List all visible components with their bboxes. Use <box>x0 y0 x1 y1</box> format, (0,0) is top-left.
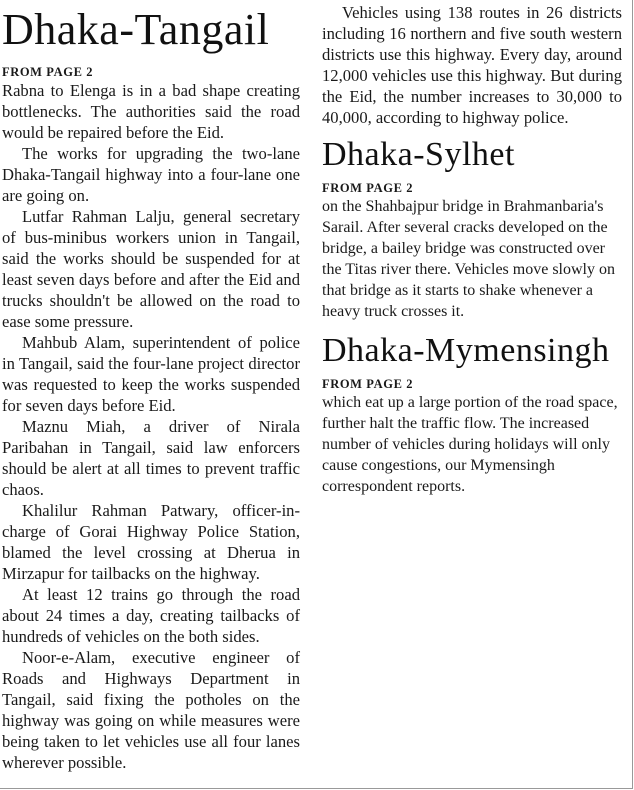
section-heading-dhaka-mymensingh: Dhaka-Mymensingh <box>322 332 610 369</box>
article-paragraph: The works for upgrading the two-lane Dhaka-Tangail highway into a four-lane one are going on. <box>2 144 300 205</box>
article-paragraph: Rabna to Elenga is in a bad shape creating bottlenecks. The authorities said the road would be repaired before the Eid. <box>2 81 300 142</box>
section-dhaka-mymensingh <box>322 332 622 497</box>
left-column <box>2 0 300 773</box>
article-paragraph-continued: Noor-e-Alam, executive engineer of Roads and Highways Department in Tangail, said fixing the potholes on the highway was going on while measures were being taken to let vehicles use all four lanes wherever possible. <box>2 648 300 772</box>
article-paragraph: Mahbub Alam, superintendent of police in Tangail, said the four-lane project director was requested to keep the works suspended for seven days before Eid. <box>2 333 300 415</box>
article-paragraph: Khalilur Rahman Patwary, officer-in-charge of Gorai Highway Police Station, blamed the level crossing at Dherua in Mirzapur for tailbacks on the highway. <box>2 501 300 583</box>
from-page-label: FROM PAGE 2 <box>322 181 414 195</box>
section-heading-dhaka-tangail: Dhaka-Tangail <box>2 5 270 54</box>
right-column <box>322 0 622 497</box>
section-dhaka-sylhet <box>322 136 622 322</box>
article-paragraph: on the Shahbajpur bridge in Brahmanbaria's Sarail. After several cracks developed on the bridge, a bailey bridge was constructed over the Titas river there. Vehicles move slowly on that bridge as it starts to shake whenever a heavy truck crosses it. <box>322 198 615 320</box>
article-paragraph: Lutfar Rahman Lalju, general secretary of bus-minibus workers union in Tangail, said the works should be suspended for at least seven days before and after the Eid and trucks shouldn't be allowed on the road to ease some pressure. <box>2 207 300 331</box>
article-paragraph: At least 12 trains go through the road about 24 times a day, creating tailbacks of hundreds of vehicles on the both sides. <box>2 585 300 646</box>
article-paragraph: Vehicles using 138 routes in 26 districts including 16 northern and five south western districts use this highway. Every day, around 12,000 vehicles use this highway. But during the Eid, the number increases to 30,000 to 40,000, according to highway police. <box>322 3 622 127</box>
from-page-label: FROM PAGE 2 <box>322 377 414 391</box>
section-heading-dhaka-sylhet: Dhaka-Sylhet <box>322 136 515 173</box>
article-paragraph: Maznu Miah, a driver of Nirala Paribahan in Tangail, said law enforcers should be alert at all times to prevent traffic chaos. <box>2 417 300 499</box>
article-paragraph: which eat up a large portion of the road space, further halt the traffic flow. The increased number of vehicles during holidays will only cause congestions, our Mymensingh correspondent reports. <box>322 394 618 495</box>
dhaka-tangail-continuation <box>322 0 622 128</box>
from-page-label: FROM PAGE 2 <box>2 65 94 79</box>
